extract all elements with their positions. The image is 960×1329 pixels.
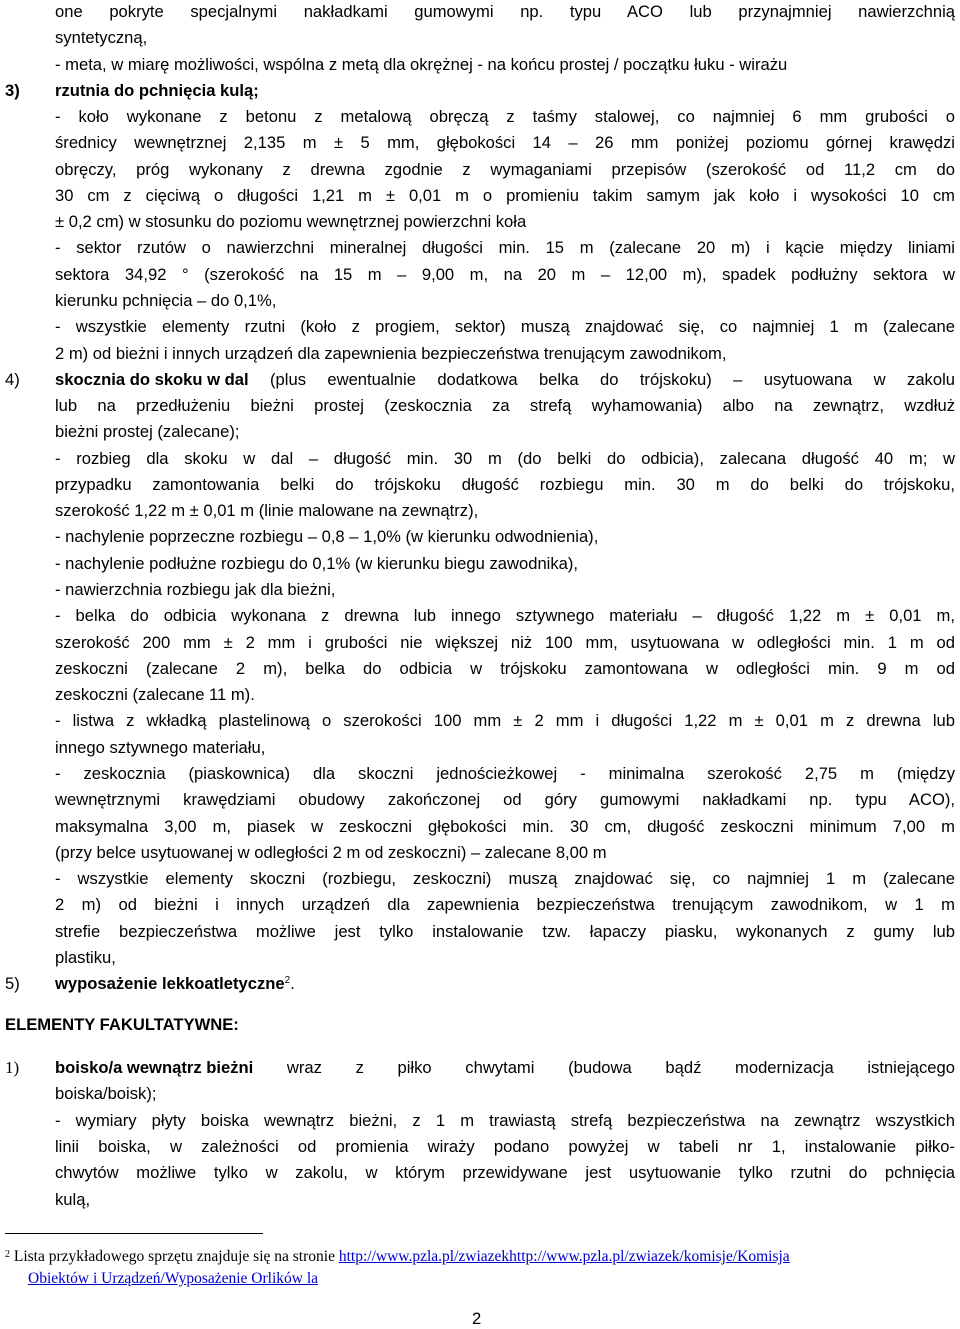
text-line: lub na przedłużeniu bieżni prostej (zeskocznia za strefą wyhamowania) albo na zewnątrz, wzdłuż: [55, 396, 955, 415]
list-number: 5): [5, 974, 20, 993]
text-line: one pokryte specjalnymi nakładkami gumowymi np. typu ACO lub przynajmniej nawierzchnią: [55, 2, 955, 21]
text-line: zeskoczni (zalecane 11 m).: [55, 685, 255, 704]
text-line: - listwa z wkładką plastelinową o szerokości 100 mm ± 2 mm i długości 1,22 m ± 0,01 m z drewna lub: [55, 711, 955, 730]
text-line: [55, 974, 295, 994]
text-line: 2 m) od bieżni i innych urządzeń dla zapewnienia bezpieczeństwa trenującym zawodnikom,: [55, 344, 727, 363]
text-line: [55, 1058, 955, 1078]
text-line: bieżni prostej (zalecane);: [55, 422, 240, 441]
text-line: plastiku,: [55, 948, 116, 967]
footnote-continuation: [28, 1269, 318, 1288]
text-line: kulą,: [55, 1190, 91, 1209]
text-span: .: [290, 974, 295, 993]
footnote-link[interactable]: http://www.pzla.pl/zwiazekhttp://www.pzla.pl/zwiazek/komisje/Komisja: [338, 1248, 790, 1265]
text-line: - rozbieg dla skoku w dal – długość min. 30 m (do belki do odbicia), zalecana długość 40 m; w: [55, 449, 955, 468]
text-line: obręczy, próg wykonany z drewna zgodnie z wymaganiami przepisów (szerokość od 11,2 cm do: [55, 160, 955, 179]
footnote-mark: 2: [5, 1249, 10, 1260]
text-line: ± 0,2 cm) w stosunku do poziomu wewnętrznej powierzchni koła: [55, 212, 527, 231]
text-span: (plus ewentualnie dodatkowa belka do trójskoku) – usytuowana w zakolu: [248, 370, 955, 389]
text-line: przypadku zamontowania belki do trójskoku długość rozbiegu min. 30 m do belki do trójskoku,: [55, 475, 955, 494]
text-line: chwytów możliwe tylko w zakolu, w którym przewidywane jest usytuowanie tylko rzutni do pchnięcia: [55, 1163, 955, 1182]
footnote-divider: [5, 1233, 263, 1234]
text-line: - sektor rzutów o nawierzchni mineralnej długości min. 15 m (zalecane 20 m) i kącie między liniami: [55, 238, 955, 257]
text-line: - nawierzchnia rozbiegu jak dla bieżni,: [55, 580, 336, 599]
text-line: szerokość 1,22 m ± 0,01 m (linie malowane na zewnątrz),: [55, 501, 479, 520]
text-line: 2 m) od bieżni i innych urządzeń dla zapewnienia bezpieczeństwa trenującym zawodnikom, w 1 m: [55, 895, 955, 914]
text-line: - koło wykonane z betonu z metalową obręczą z taśmy stalowej, co najmniej 6 mm grubości o: [55, 107, 955, 126]
text-line: (przy belce usytuowanej w odległości 2 m od zeskoczni) – zalecane 8,00 m: [55, 843, 607, 862]
footnote-link[interactable]: Obiektów i Urządzeń/Wyposażenie Orlików la: [28, 1270, 319, 1287]
item-title: skocznia do skoku w dal: [55, 370, 249, 389]
footnote: [5, 1247, 790, 1266]
text-line: maksymalna 3,00 m, piasek w zeskoczni głębokości min. 30 cm, długość zeskoczni minimum 7,00 m: [55, 817, 955, 836]
text-line: - wszystkie elementy rzutni (koło z progiem, sektor) muszą znajdować się, co najmniej 1 m (zalecane: [55, 317, 955, 336]
page-number: 2: [472, 1309, 482, 1328]
text-line: innego sztywnego materiału,: [55, 738, 266, 757]
text-span: wraz z piłko chwytami (budowa bądź modernizacja istniejącego: [253, 1058, 955, 1077]
text-line: linii boiska, w zależności od promienia wiraży podano powyżej w tabeli nr 1, instalowanie piłko-: [55, 1137, 955, 1156]
text-line: strefie bezpieczeństwa możliwe jest tylko instalowanie tzw. łapaczy piasku, wykonanych z gumy lub: [55, 922, 955, 941]
text-line: - zeskocznia (piaskownica) dla skoczni jednościeżkowej - minimalna szerokość 2,75 m (między: [55, 764, 955, 783]
text-line: syntetyczną,: [55, 28, 148, 47]
list-number: 4): [5, 370, 20, 389]
text-line: kierunku pchnięcia – do 0,1%,: [55, 291, 277, 310]
text-line: - belka do odbicia wykonana z drewna lub innego sztywnego materiału – długość 1,22 m ± 0,01 m,: [55, 606, 955, 625]
text-line: wewnętrznymi krawędziami obudowy zakończonej od góry gumowymi nakładkami np. typu ACO),: [55, 790, 955, 809]
text-line: - wszystkie elementy skoczni (rozbiegu, zeskoczni) muszą znajdować się, co najmniej 1 m (zalecane: [55, 869, 955, 888]
text-line: - wymiary płyty boiska wewnątrz bieżni, z 1 m trawiastą strefą bezpieczeństwa na zewnątrz wszystkich: [55, 1111, 955, 1130]
text-line: - nachylenie podłużne rozbiegu do 0,1% (w kierunku biegu zawodnika),: [55, 554, 579, 573]
text-line: - meta, w miarę możliwości, wspólna z metą dla okrężnej - na końcu prostej / początku łuku - wirażu: [55, 55, 788, 74]
footnote-text: Lista przykładowego sprzętu znajduje się na stronie: [10, 1248, 339, 1265]
section-heading: ELEMENTY FAKULTATYWNE:: [5, 1015, 239, 1034]
item-title: boisko/a wewnątrz bieżni: [55, 1058, 254, 1077]
text-line: sektora 34,92 ° (szerokość na 15 m – 9,00 m, na 20 m – 12,00 m), spadek podłużny sektora w: [55, 265, 955, 284]
text-line: - nachylenie poprzeczne rozbiegu – 0,8 – 1,0% (w kierunku odwodnienia),: [55, 527, 599, 546]
text-line: boiska/boisk);: [55, 1084, 157, 1103]
text-line: [55, 370, 955, 390]
footnote-ref: 2: [284, 975, 291, 986]
item-title: wyposażenie lekkoatletyczne: [55, 974, 285, 993]
item-title: rzutnia do pchnięcia kulą;: [55, 81, 259, 100]
text-line: 30 cm z cięciwą o długości 1,21 m ± 0,01 m o promieniu takim samym jak koło i wysokości 10 cm: [55, 186, 955, 205]
text-line: średnicy wewnętrznej 2,135 m ± 5 mm, głębokości 14 – 26 mm poniżej poziomu górnej krawędzi: [55, 133, 955, 152]
list-number: 1): [5, 1058, 20, 1077]
text-line: szerokość 200 mm ± 2 mm i grubości nie większej niż 100 mm, usytuowana w odległości min. 1 m od: [55, 633, 955, 652]
text-line: zeskoczni (zalecane 2 m), belka do odbicia w trójskoku zamontowana w odległości min. 9 m od: [55, 659, 955, 678]
list-number: 3): [5, 81, 20, 100]
